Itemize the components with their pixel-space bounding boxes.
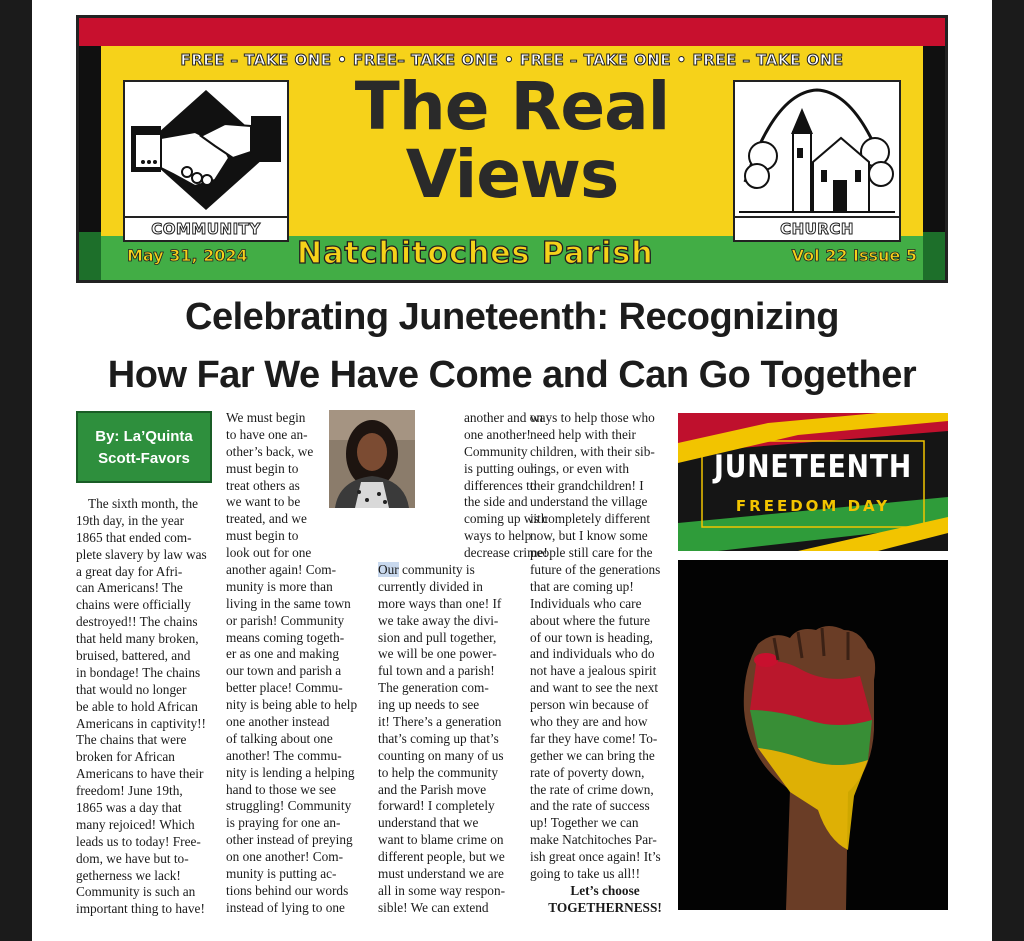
masthead-title-line2: Views (405, 136, 619, 213)
masthead-green-edge-right (923, 232, 945, 280)
masthead-black-stripe-left (79, 46, 101, 232)
issue-date: May 31, 2024 (127, 246, 248, 265)
article-line: counting on many of us (378, 747, 504, 763)
article-line: want to blame crime on (378, 832, 504, 848)
article-line: and the rate of success (530, 798, 650, 814)
article-line: ful town and a parish! (378, 663, 495, 679)
article-line: is putting our (464, 460, 535, 476)
church-emblem (733, 80, 901, 242)
church-label: CHURCH (735, 216, 899, 240)
article-line: understand that we (378, 815, 479, 831)
article-line: or parish! Community (226, 612, 345, 628)
article-line: need help with their (530, 426, 636, 442)
article-line: another again! Com- (226, 562, 337, 578)
article-line: who they are and how (530, 714, 648, 730)
handshake-icon (125, 82, 287, 218)
article-line: look out for one (226, 545, 312, 561)
article-line: up! Together we can (530, 815, 639, 831)
article-line: 19th day, in the year (76, 512, 185, 528)
column-3-body (378, 579, 528, 917)
byline-box (76, 411, 212, 483)
raised-fist-photo (678, 560, 948, 910)
article-line: tions behind our words (226, 882, 349, 898)
article-line: destroyed!! The chains (76, 614, 198, 630)
article-line: forward! I completely (378, 798, 495, 814)
article-line: now, but I know some (530, 528, 648, 544)
banner-title: JUNETEENTH (713, 449, 913, 485)
newspaper-page (32, 0, 992, 941)
article-column-1 (76, 496, 216, 918)
article-line: more ways than one! If (378, 595, 502, 611)
article-column-4 (530, 410, 680, 917)
article-line: not have a jealous spirit (530, 663, 657, 679)
masthead-red-band (79, 18, 945, 46)
article-line: munity is putting ac- (226, 866, 337, 882)
article-line: living in the same town (226, 595, 351, 611)
article-headline (32, 288, 992, 404)
article-line: decrease crime! (464, 545, 548, 561)
article-line: all in some way respon- (378, 882, 506, 898)
masthead (76, 15, 948, 283)
article-line: chains were officially (76, 597, 191, 613)
article-line: that are coming up! (530, 578, 634, 594)
article-line: 1865 was a day that (76, 800, 182, 816)
masthead-green-edge-left (79, 232, 101, 280)
article-line: better place! Commu- (226, 680, 343, 696)
article-line: must begin to (226, 460, 299, 476)
article-line: The sixth month, the (88, 496, 199, 511)
banner-subtitle: FREEDOM DAY (735, 497, 891, 515)
article-line: rate of poverty down, (530, 764, 645, 780)
juneteenth-banner (678, 413, 948, 551)
article-line: we will be one power- (378, 646, 497, 662)
article-line: lings, or even with (530, 460, 629, 476)
article-line: that would no longer (76, 681, 187, 697)
article-line: struggling! Community (226, 798, 352, 814)
article-line: that’s coming up that’s (378, 730, 499, 746)
article-line: nity is lending a helping (226, 764, 355, 780)
article-line: people still care for the (530, 545, 653, 561)
community-emblem (123, 80, 289, 242)
article-line: that held many broken, (76, 631, 199, 647)
article-line: can Americans! The (76, 580, 183, 596)
article-line: important thing to have! (76, 901, 205, 917)
community-label: COMMUNITY (125, 216, 287, 240)
article-line: getherness we lack! (76, 867, 181, 883)
article-line: and individuals who do (530, 646, 655, 662)
article-line: person win because of (530, 697, 649, 713)
article-line: about where the future (530, 612, 650, 628)
parish-name: Natchitoches Parish (297, 236, 654, 271)
article-line: to help the community (378, 764, 499, 780)
article-line: our town and parish a (226, 663, 342, 679)
closing-line-1: Let’s choose (570, 882, 640, 898)
masthead-tagline: FREE – TAKE ONE • FREE– TAKE ONE • FREE – TAKE ONE • FREE – TAKE ONE (180, 51, 844, 69)
article-line: a great day for Afri- (76, 563, 183, 579)
article-line: of our town is heading, (530, 629, 653, 645)
article-line: er as one and making (226, 646, 339, 662)
article-line: another! The commu- (226, 747, 342, 763)
article-line: freedom! June 19th, (76, 783, 183, 799)
article-line: another and on (464, 410, 544, 425)
article-line: We must begin (226, 410, 306, 425)
article-line: in bondage! The chains (76, 664, 201, 680)
article-line: of talking about one (226, 730, 333, 746)
article-line: The generation com- (378, 680, 489, 696)
article-line: hand to those we see (226, 781, 337, 797)
masthead-black-stripe-right (923, 46, 945, 232)
article-line: Americans to have their (76, 766, 204, 782)
church-icon (735, 82, 899, 218)
article-line: sible! We can extend (378, 899, 489, 915)
article-line: be able to hold African (76, 698, 198, 714)
article-line: other instead of preying (226, 832, 353, 848)
byline-line-1: By: La’Quinta (95, 428, 193, 445)
article-line: sion and pull together, (378, 629, 497, 645)
article-line: understand the village (530, 494, 648, 510)
article-line: treat others as (226, 477, 300, 493)
article-line: and the Parish move (378, 781, 487, 797)
masthead-title-line1: The Real (354, 68, 670, 145)
article-line: other’s back, we (226, 443, 314, 459)
article-line: ish great once again! It’s (530, 849, 661, 865)
article-line: we take away the divi- (378, 612, 499, 628)
article-line: differences to (464, 477, 537, 493)
article-line: munity is more than (226, 578, 333, 594)
article-line: the rate of crime down, (530, 781, 654, 797)
article-line: coming up with (464, 511, 548, 527)
article-line: 1865 that ended com- (76, 529, 192, 545)
article-line: it! There’s a generation (378, 714, 502, 730)
article-line: one another! (464, 426, 531, 442)
headline-line-2: How Far We Have Come and Can Go Together (107, 354, 917, 396)
article-line: nity is being able to help (226, 697, 358, 713)
article-line: broken for African (76, 749, 175, 765)
article-line: going to take us all!! (530, 866, 641, 882)
article-line: ways to help (464, 528, 532, 544)
article-line: leads us to today! Free- (76, 833, 201, 849)
article-line: on one another! Com- (226, 849, 344, 865)
closing-line-2: TOGETHERNESS! (548, 899, 662, 915)
article-line: one another instead (226, 714, 330, 730)
article-line: is praying for one an- (226, 815, 341, 831)
article-column-3 (378, 410, 548, 917)
article-line: far they have come! To- (530, 730, 658, 746)
article-line: make Natchitoches Par- (530, 832, 657, 848)
masthead-inner (101, 46, 923, 280)
article-line: gether we can bring the (530, 747, 655, 763)
article-line: Individuals who care (530, 595, 642, 611)
article-line: Community (464, 443, 528, 459)
column-4-body (530, 410, 680, 883)
article-line: ways to help those who (530, 410, 655, 425)
article-line: and want to see the next (530, 680, 659, 696)
column-3-line-text: community is (398, 562, 475, 578)
article-line: currently divided in (378, 578, 483, 594)
article-line: to have one an- (226, 426, 308, 442)
article-line: means coming togeth- (226, 629, 345, 645)
article-line: we want to be (226, 494, 301, 510)
article-line: dom, we have but to- (76, 850, 189, 866)
article-line: their grandchildren! I (530, 477, 644, 493)
selected-word[interactable]: Our (378, 562, 399, 578)
article-line: must begin to (226, 528, 299, 544)
article-line: children, with their sib- (530, 443, 655, 459)
article-line: Americans in captivity!! (76, 715, 206, 731)
byline-line-2: Scott-Favors (98, 450, 190, 467)
article-line: treated, and we (226, 511, 307, 527)
article-line: Community is such an (76, 884, 196, 900)
article-line: different people, but we (378, 849, 505, 865)
article-line: future of the generations (530, 562, 661, 578)
article-line: must understand we are (378, 866, 504, 882)
article-line: The chains that were (76, 732, 187, 748)
column-3-highlight-line (378, 562, 528, 579)
article-line: instead of lying to one (226, 899, 345, 915)
article-line: the side and (464, 494, 528, 510)
article-line: bruised, battered, and (76, 648, 191, 664)
article-line: is completely different (530, 511, 651, 527)
article-line: ing up needs to see (378, 697, 480, 713)
headline-line-1: Celebrating Juneteenth: Recognizing (185, 296, 839, 338)
article-line: many rejoiced! Which (76, 816, 195, 832)
article-line: plete slavery by law was (76, 546, 207, 562)
issue-number: Vol 22 Issue 5 (791, 246, 917, 265)
